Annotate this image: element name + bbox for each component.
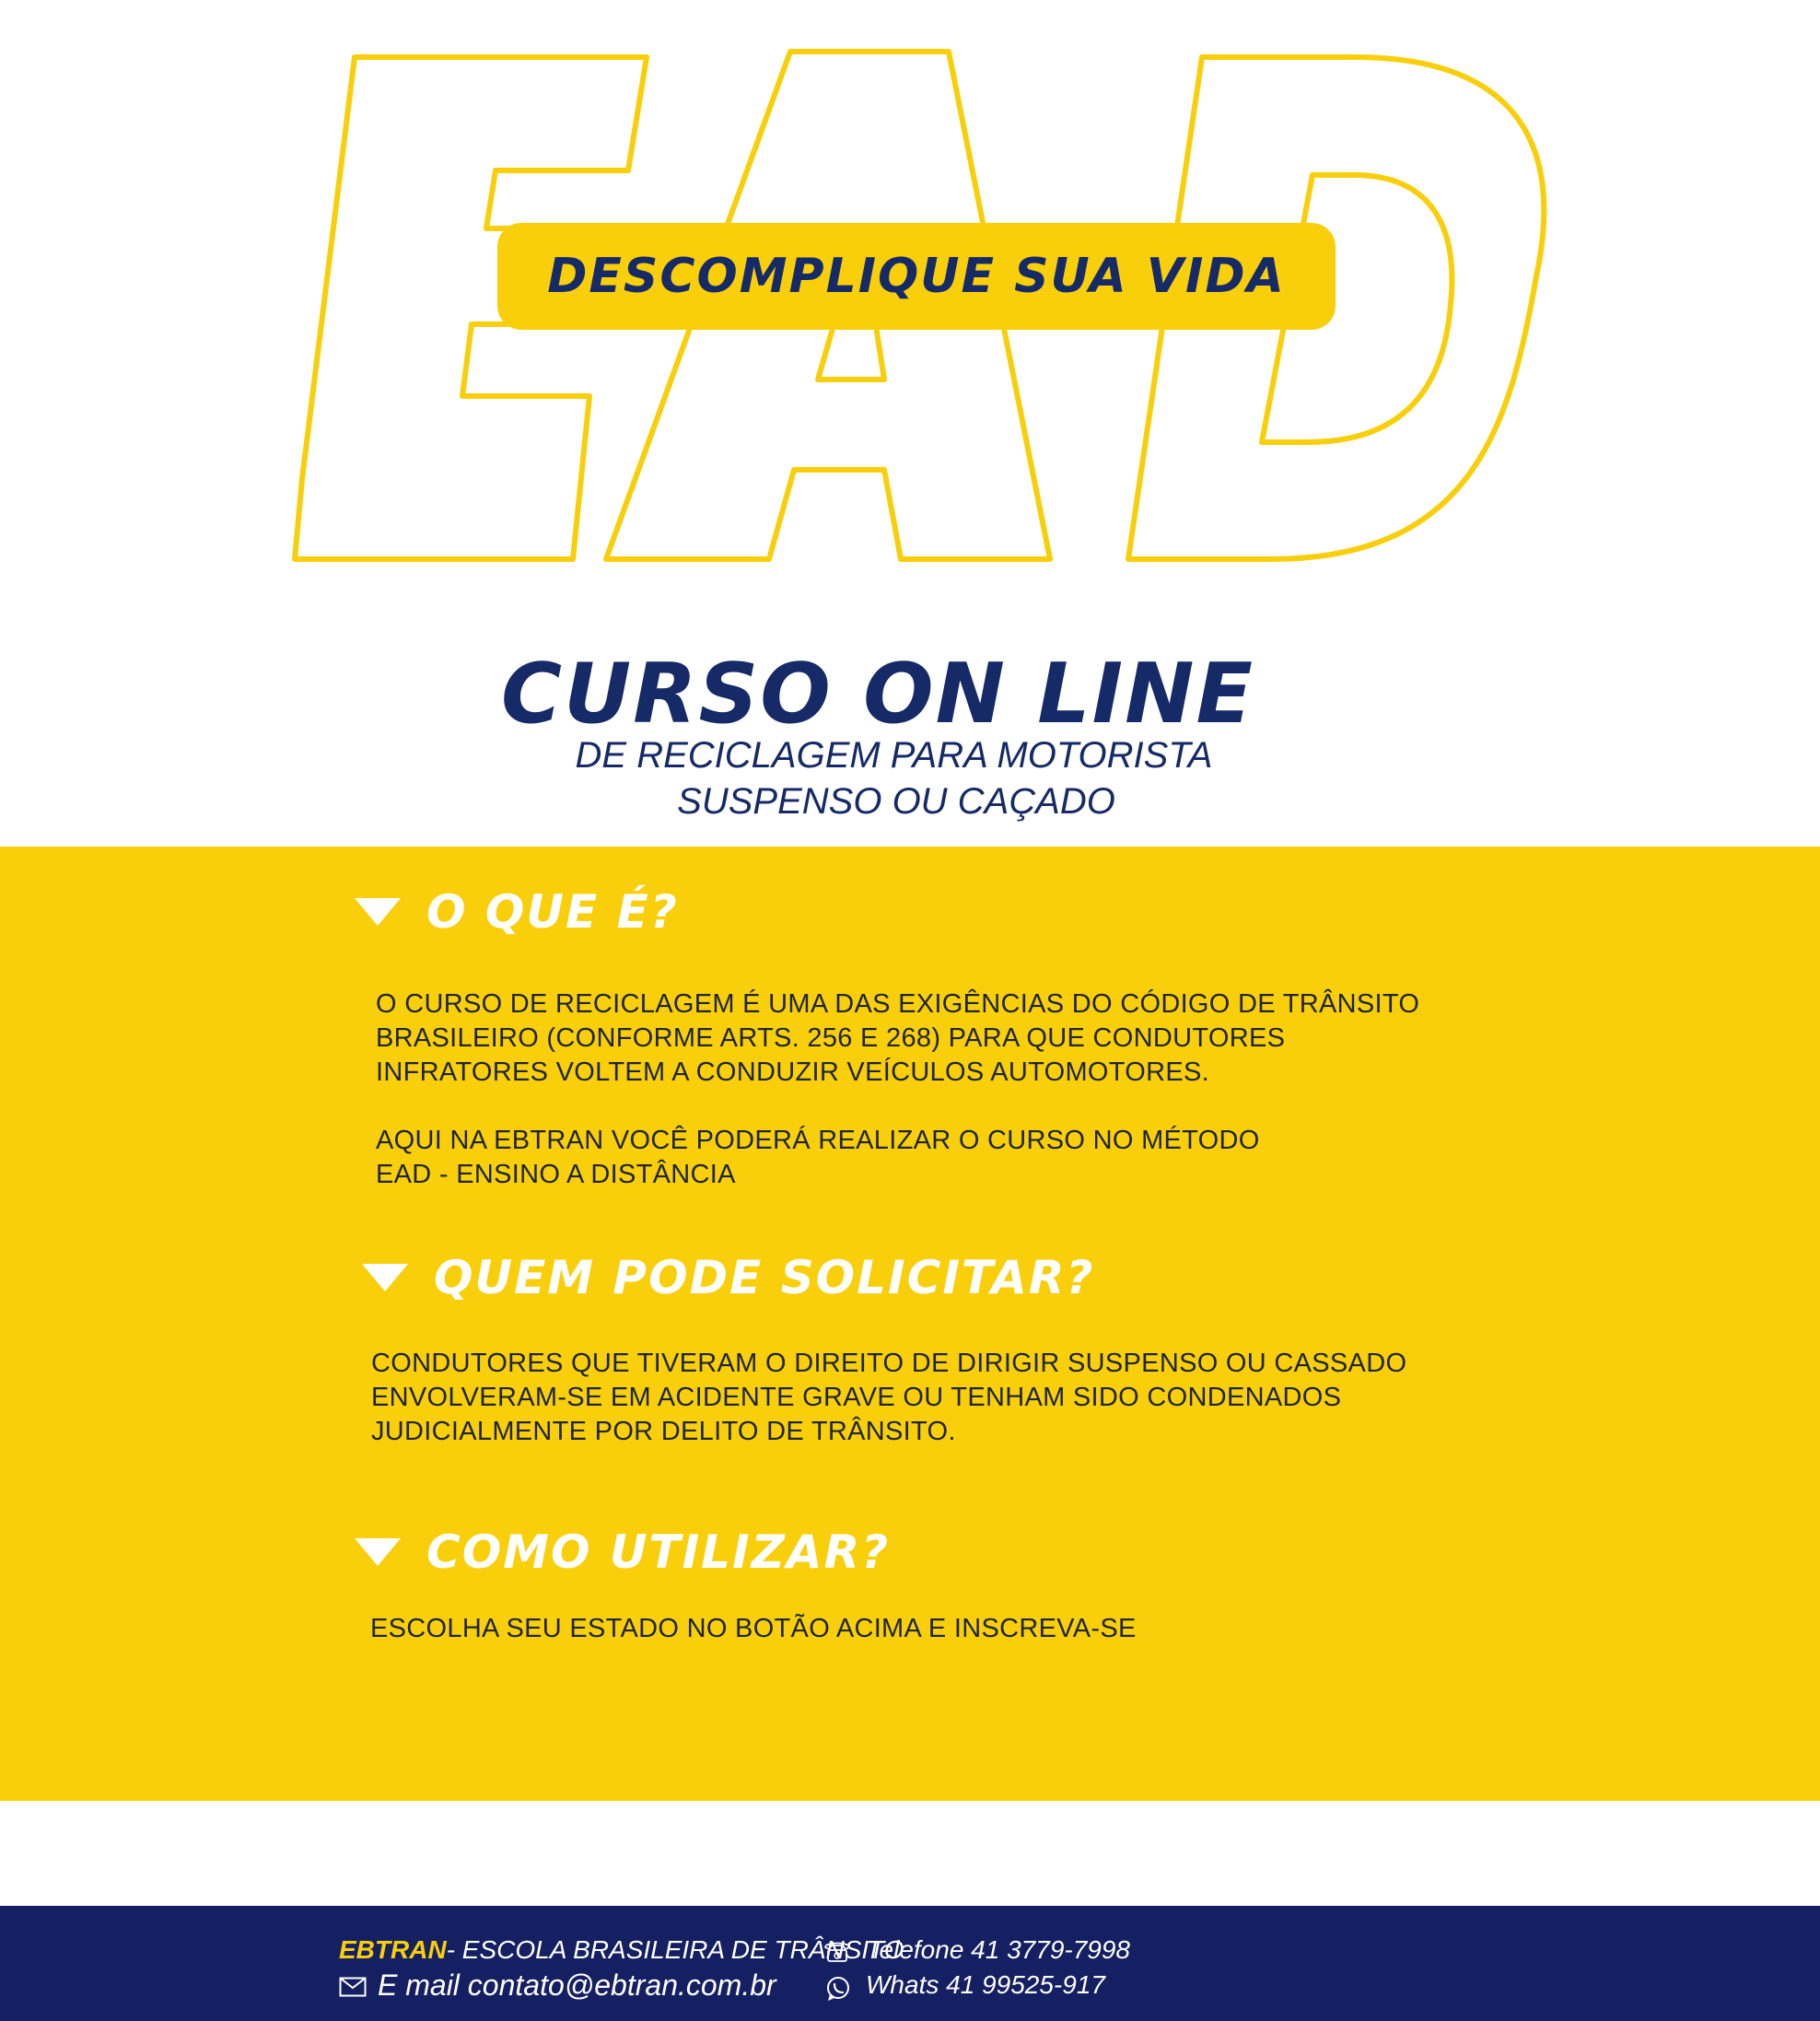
footer-brand-name: EBTRAN <box>339 1935 447 1964</box>
section-heading-como-utilizar[interactable] <box>355 1520 890 1584</box>
footer-email[interactable]: E mail contato@ebtran.com.br <box>378 1968 776 2002</box>
body-line: ENVOLVERAM-SE EM ACIDENTE GRAVE OU TENHAM SIDO CONDENADOS <box>371 1383 1342 1412</box>
section-heading-label: QUEM PODE SOLICITAR? <box>434 1251 1095 1304</box>
triangle-down-icon <box>355 898 401 926</box>
section-heading-quem-pode[interactable] <box>362 1245 1094 1310</box>
hero-banner <box>0 0 1820 571</box>
section-body-quem-pode <box>371 1347 1406 1449</box>
triangle-down-icon <box>355 1538 401 1566</box>
course-subtitle-line2: SUSPENSO OU CAÇADO <box>677 781 1115 822</box>
mail-icon <box>339 1977 367 1997</box>
body-line: EAD - ENSINO A DISTÂNCIA <box>376 1160 736 1189</box>
triangle-down-icon <box>362 1264 408 1291</box>
course-subtitle-line1: DE RECICLAGEM PARA MOTORISTA <box>575 735 1213 776</box>
section-body-como-utilizar <box>370 1612 1137 1646</box>
footer-brand-rest: - ESCOLA BRASILEIRA DE TRÂNSITO <box>446 1935 904 1964</box>
body-line: INFRATORES VOLTEM A CONDUZIR VEÍCULOS AUTOMOTORES. <box>376 1057 1210 1087</box>
body-line: O CURSO DE RECICLAGEM É UMA DAS EXIGÊNCIAS DO CÓDIGO DE TRÂNSITO <box>376 989 1420 1019</box>
phone-icon <box>822 1939 852 1963</box>
section-heading-o-que-e[interactable] <box>355 880 679 944</box>
footer-bar <box>0 1906 1820 2021</box>
body-line <box>376 1090 1419 1124</box>
section-body-o-que-e <box>376 987 1419 1192</box>
whatsapp-icon <box>825 1976 851 2002</box>
body-line: AQUI NA EBTRAN VOCÊ PODERÁ REALIZAR O CURSO NO MÉTODO <box>376 1126 1260 1155</box>
tagline-badge: DESCOMPLIQUE SUA VIDA <box>497 223 1336 330</box>
footer-phone[interactable]: Telefone 41 3779-7998 <box>866 1935 1130 1964</box>
section-heading-label: COMO UTILIZAR? <box>426 1525 891 1579</box>
footer-brand <box>339 1935 904 1965</box>
footer-whats[interactable]: Whats 41 99525-917 <box>866 1970 1105 1999</box>
course-title: CURSO ON LINE <box>501 646 1254 742</box>
body-line: JUDICIALMENTE POR DELITO DE TRÂNSITO. <box>371 1417 956 1446</box>
body-line: ESCOLHA SEU ESTADO NO BOTÃO ACIMA E INSCREVA-SE <box>370 1614 1137 1643</box>
section-heading-label: O QUE É? <box>426 885 679 939</box>
body-line: CONDUTORES QUE TIVERAM O DIREITO DE DIRIGIR SUSPENSO OU CASSADO <box>371 1349 1407 1378</box>
body-line: BRASILEIRO (CONFORME ARTS. 256 E 268) PARA QUE CONDUTORES <box>376 1023 1286 1053</box>
